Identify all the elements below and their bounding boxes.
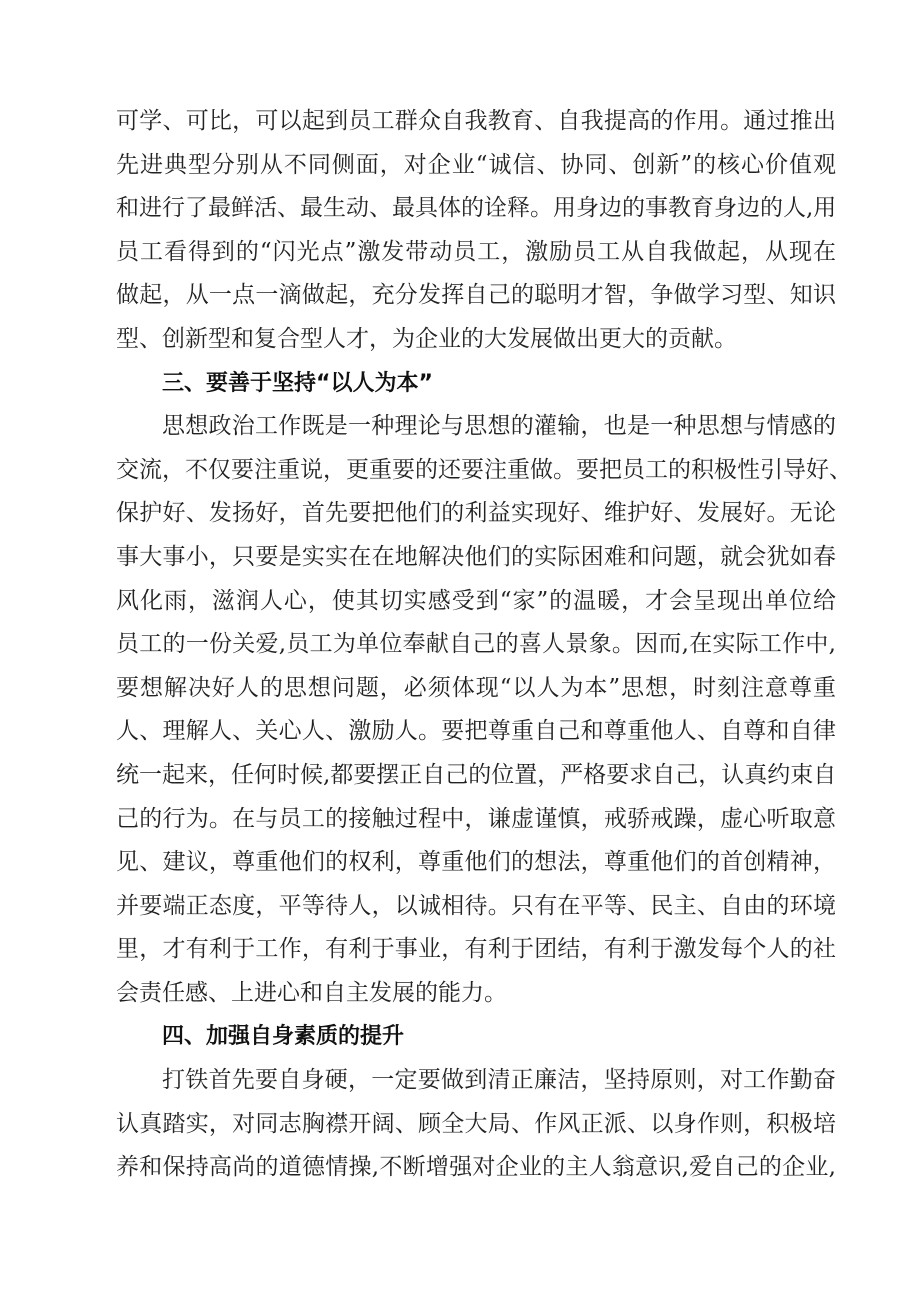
section-heading-4: 四、加强自身素质的提升 xyxy=(162,1024,405,1050)
paragraph-line: 会责任感、上进心和自主发展的能力。 xyxy=(116,979,507,1006)
paragraph-1 xyxy=(116,100,836,362)
paragraph-line: 统一起来，任何时候,都要摆正自己的位置，严格要求自己，认真约束自 xyxy=(116,761,837,788)
paragraph-line: 里，才有利于工作，有利于事业，有利于团结，有利于激发每个人的社 xyxy=(116,936,836,963)
paragraph-line: 人、理解人、关心人、激励人。要把尊重自己和尊重他人、自尊和自律 xyxy=(116,718,836,745)
paragraph-line: 认真踏实，对同志胸襟开阔、顾全大局、作风正派、以身作则，积极培 xyxy=(116,1110,836,1137)
paragraph-line: 要想解决好人的思想问题，必须体现“以人为本”思想，时刻注意尊重 xyxy=(116,674,836,701)
paragraph-line: 型、创新型和复合型人才，为企业的大发展做出更大的贡献。 xyxy=(116,325,737,352)
paragraph-line: 打铁首先要自身硬，一定要做到清正廉洁，坚持原则，对工作勤奋 xyxy=(162,1067,836,1094)
paragraph-line: 先进典型分别从不同侧面，对企业“诚信、协同、创新”的核心价值观 xyxy=(116,151,836,178)
paragraph-line: 己的行为。在与员工的接触过程中，谦虚谨慎，戒骄戒躁，虚心听取意 xyxy=(116,805,836,832)
paragraph-3 xyxy=(116,1059,836,1190)
paragraph-line: 员工看得到的“闪光点”激发带动员工，激励员工从自我做起，从现在 xyxy=(116,238,836,265)
paragraph-line: 见、建议，尊重他们的权利，尊重他们的想法，尊重他们的首创精神， xyxy=(116,849,836,876)
document-body xyxy=(116,100,852,1190)
paragraph-line: 保护好、发扬好，首先要把他们的利益实现好、维护好、发展好。无论 xyxy=(116,500,836,527)
paragraph-2 xyxy=(116,405,852,1015)
paragraph-line: 并要端正态度，平等待人，以诚相待。只有在平等、民主、自由的环境 xyxy=(116,892,836,919)
paragraph-line: 可学、可比，可以起到员工群众自我教育、自我提高的作用。通过推出 xyxy=(116,108,836,134)
paragraph-line: 养和保持高尚的道德情操,不断增强对企业的主人翁意识,爱自己的企业, xyxy=(116,1154,836,1181)
paragraph-line: 思想政治工作既是一种理论与思想的灌输，也是一种思想与情感的 xyxy=(162,413,836,440)
section-heading-3: 三、要善于坚持“以人为本” xyxy=(162,370,433,396)
paragraph-line: 事大事小，只要是实实在在地解决他们的实际困难和问题，就会犹如春 xyxy=(116,543,836,570)
paragraph-line: 做起，从一点一滴做起，充分发挥自己的聪明才智，争做学习型、知识 xyxy=(116,282,836,309)
paragraph-line: 和进行了最鲜活、最生动、最具体的诠释。用身边的事教育身边的人,用 xyxy=(116,195,837,222)
paragraph-line: 风化雨，滋润人心，使其切实感受到“家”的温暖，才会呈现出单位给 xyxy=(116,587,836,614)
paragraph-line: 员工的一份关爱,员工为单位奉献自己的喜人景象。因而,在实际工作中, xyxy=(116,631,836,658)
paragraph-line: 交流，不仅要注重说，更重要的还要注重做。要把员工的积极性引导好、 xyxy=(116,456,852,483)
